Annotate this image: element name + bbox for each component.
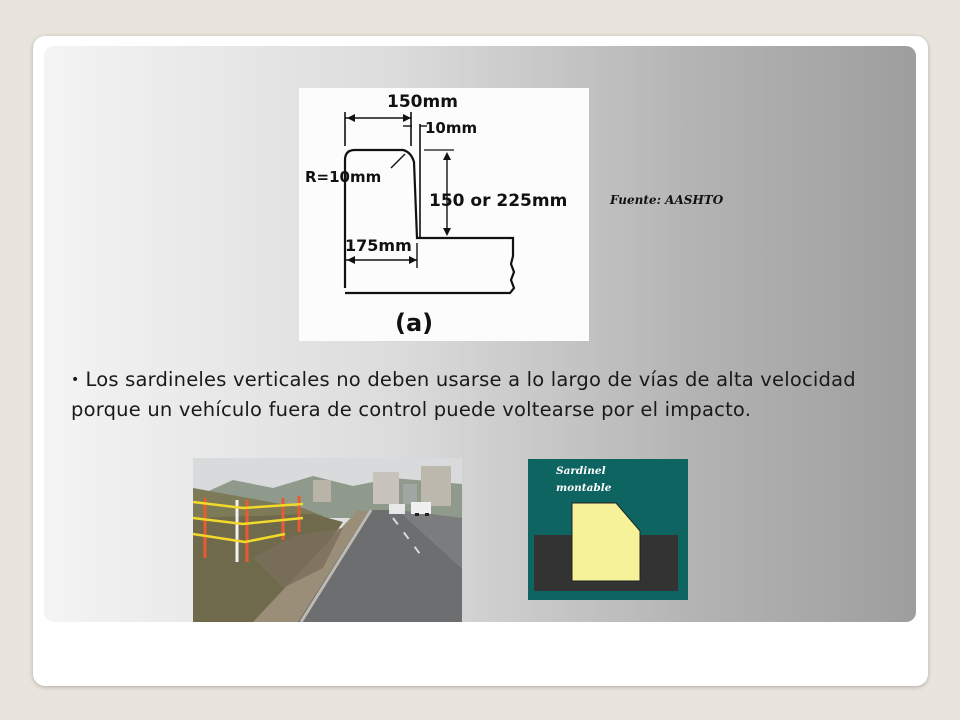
vertical-curb-diagram (299, 88, 589, 341)
bullet-point (71, 365, 901, 425)
source-label: Fuente: AASHTO (610, 193, 724, 207)
dim-10mm: 10mm (425, 119, 478, 137)
figure-caption: (a) (395, 309, 434, 337)
road-photo (193, 458, 462, 622)
dim-150mm: 150mm (387, 92, 458, 112)
mountable-curb-label (556, 463, 611, 497)
curb-drawing (299, 88, 589, 341)
mountable-curb-diagram (528, 459, 688, 600)
dim-height: 150 or 225mm (429, 191, 568, 211)
dim-radius: R=10mm (305, 168, 382, 186)
dim-175mm: 175mm (345, 236, 412, 255)
road-photo-drawing (193, 458, 462, 622)
mountable-label-line1: Sardinel (556, 465, 606, 477)
bullet-text: Los sardineles verticales no deben usarse a lo largo de vías de alta velocidad porque un vehículo fuera de control puede voltearse por el impacto. (71, 368, 856, 421)
mountable-label-line2: montable (556, 482, 612, 494)
bullet-dot-icon: • (71, 372, 80, 388)
